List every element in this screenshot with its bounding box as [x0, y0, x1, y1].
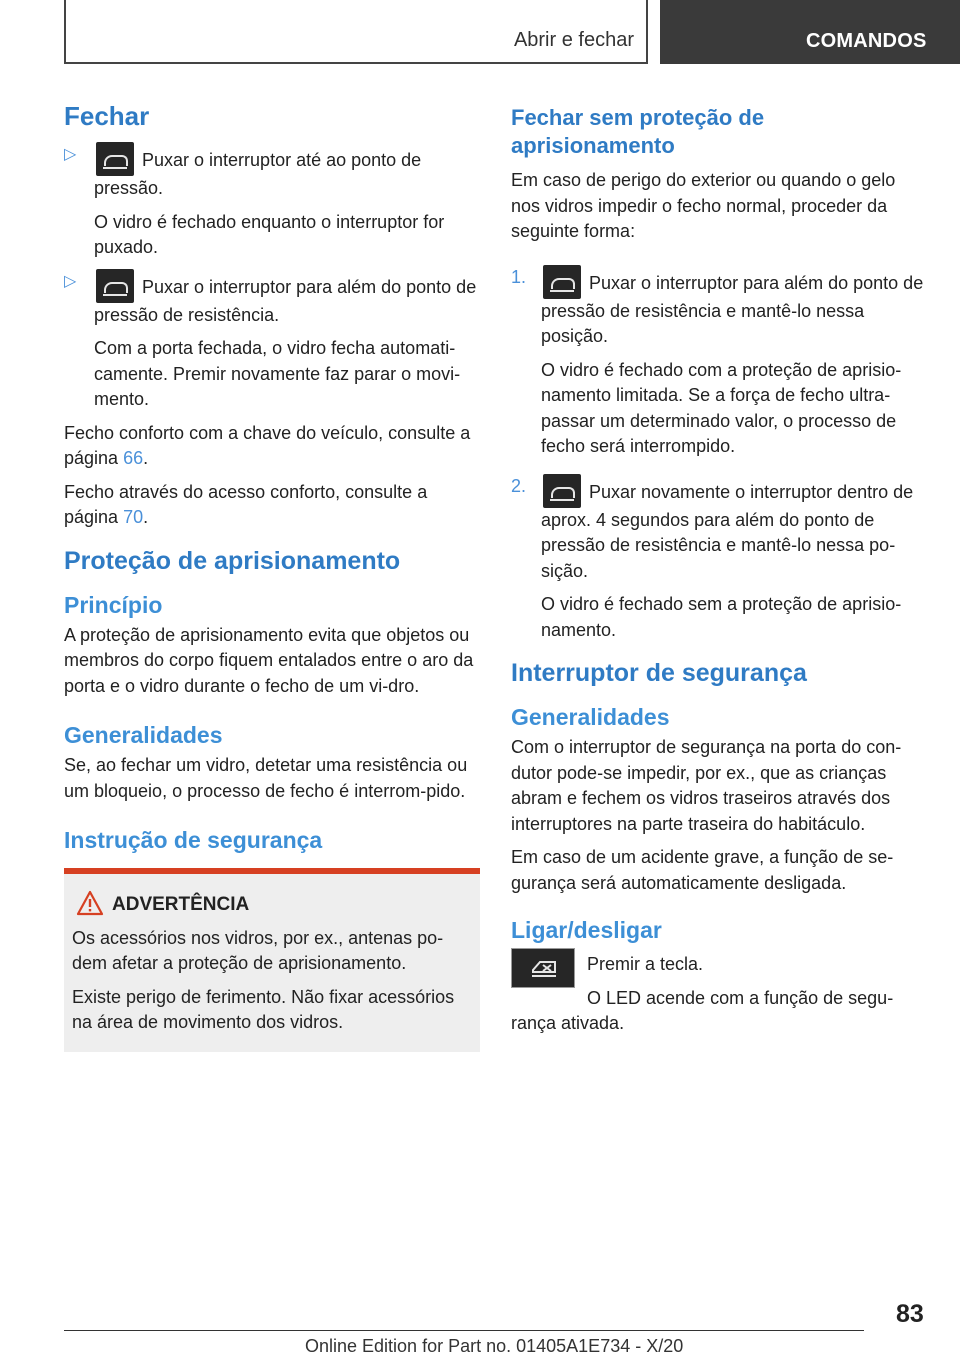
fechar-heading: Fechar: [64, 101, 150, 131]
page-link-70[interactable]: 70: [123, 507, 144, 527]
header-section-title: Abrir e fechar: [513, 29, 634, 51]
list-item-text: Puxar o interruptor até ao ponto de pressão.: [94, 150, 422, 198]
sem-protecao-heading: Fechar sem proteção de aprisionamento: [511, 105, 765, 158]
list-item-note: O vidro é fechado enquanto o interruptor for puxado.: [94, 211, 445, 257]
header-chapter-title: COMANDOS: [806, 30, 927, 52]
footer-divider: [64, 1330, 864, 1331]
page-link-66[interactable]: 66: [123, 448, 144, 468]
window-switch-icon: [543, 474, 581, 508]
header-chapter-tab: [660, 0, 960, 64]
interruptor-heading: Interruptor de segurança: [511, 659, 807, 687]
window-switch-icon: [96, 269, 134, 303]
window-switch-icon: [543, 265, 581, 299]
warning-text-2: Existe perigo de ferimento. Não fixar acessórios na área de movimento dos vidros.: [72, 986, 455, 1032]
comfort-key-paragraph: Fecho conforto com a chave do veículo, consulte a página 66.: [64, 422, 471, 468]
triangle-marker-icon: ▷: [64, 272, 77, 290]
generalidades-text-1: Com o interruptor de segurança na porta do con‐dutor pode-se impedir, por ex., que as crianças abram e fechem os vidros traseiros através dos interruptores na parte traseira do habitáculo.: [511, 737, 902, 834]
step-text: Puxar o interruptor para além do ponto de pressão de resistência e mantê-lo nessa posição.: [541, 272, 924, 346]
instrucao-heading: Instrução de segurança: [64, 827, 323, 853]
principio-heading: Princípio: [64, 591, 163, 618]
child-lock-button-icon: [511, 948, 575, 988]
sem-protecao-intro: Em caso de perigo do exterior ou quando o gelo nos vidros impedir o fecho normal, proceder da seguinte forma:: [511, 170, 896, 241]
principio-text: A proteção de aprisionamento evita que objetos ou membros do corpo fiquem entalados entre o aro da porta e o vidro durante o fecho de um vi‐dro.: [64, 624, 474, 696]
ligar-heading: Ligar/desligar: [511, 917, 662, 943]
step-text: Puxar novamente o interruptor dentro de aprox. 4 segundos para além do ponto de pressão de resistência e mantê-lo nessa po‐sição.: [541, 481, 914, 581]
ligar-text-1: Premir a tecla.: [587, 954, 704, 974]
generalidades-heading: Generalidades: [64, 722, 223, 748]
window-switch-icon: [96, 142, 134, 176]
list-item: [64, 142, 480, 261]
header-section-tab: [64, 0, 648, 64]
generalidades-text-2: Em caso de um acidente grave, a função de se‐gurança será automaticamente desligada.: [511, 847, 894, 893]
list-item-text: Puxar o interruptor para além do ponto de pressão de resistência.: [94, 276, 477, 325]
warning-triangle-icon: [76, 890, 104, 916]
list-item: [511, 265, 927, 460]
ligar-block: [511, 948, 927, 1037]
list-item: [511, 474, 927, 644]
left-column: [64, 100, 480, 1052]
step-number: 2.: [511, 475, 527, 496]
warning-title: ADVERTÊNCIA: [112, 892, 472, 918]
page-number: 83: [896, 1300, 924, 1328]
protecao-heading: Proteção de aprisionamento: [64, 546, 401, 575]
warning-box: [64, 868, 480, 1052]
right-column: [511, 104, 927, 1037]
step-note: O vidro é fechado sem a proteção de aprisio‐namento.: [541, 594, 902, 640]
generalidades-heading: Generalidades: [511, 704, 670, 730]
step-number: 1.: [511, 266, 527, 287]
list-item-note: Com a porta fechada, o vidro fecha automati‐camente. Premir novamente faz parar o movi‐mento.: [94, 338, 461, 409]
ligar-text-2: O LED acende com a função de segu‐rança ativada.: [511, 987, 894, 1033]
step-note: O vidro é fechado com a proteção de aprisio‐namento limitada. Se a força de fecho ultra‐passar um determinado valor, o processo de fecho será interrompido.: [541, 359, 902, 456]
generalidades-text: Se, ao fechar um vidro, detetar uma resistência ou um bloqueio, o processo de fecho é interrom‐pido.: [64, 755, 468, 801]
list-item: [64, 269, 480, 413]
comfort-access-paragraph: Fecho através do acesso conforto, consulte a página 70.: [64, 481, 428, 527]
triangle-marker-icon: ▷: [64, 146, 77, 163]
edition-text: Online Edition for Part no. 01405A1E734 - X/20: [305, 1336, 684, 1356]
warning-text-1: Os acessórios nos vidros, por ex., antenas po‐dem afetar a proteção de aprisionamento.: [72, 927, 444, 973]
